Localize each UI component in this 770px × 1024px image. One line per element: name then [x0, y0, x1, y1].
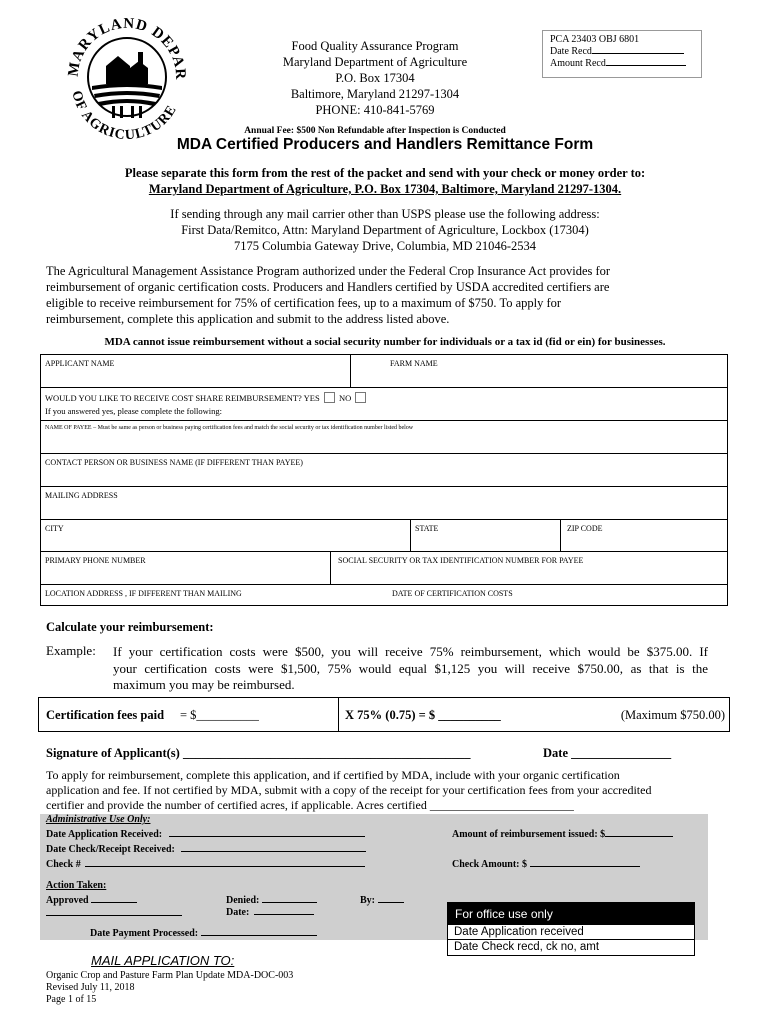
program-line: PHONE: 410-841-5769: [315, 103, 435, 117]
amount-issued-field[interactable]: [605, 836, 673, 837]
location-field[interactable]: [40, 584, 390, 606]
carrier-line: 7175 Columbia Gateway Drive, Columbia, MD 21046-2534: [233, 239, 537, 253]
contact-field[interactable]: [40, 453, 728, 486]
farm-name-label: FARM NAME: [390, 359, 438, 368]
check-amount-label: Check Amount: $: [452, 859, 528, 870]
carrier-address: [40, 206, 730, 254]
ssn-field[interactable]: [330, 551, 728, 584]
mda-logo: [64, 14, 190, 140]
amount-issued-label: Amount of reimbursement issued: $: [452, 829, 606, 840]
contact-label: CONTACT PERSON OR BUSINESS NAME (IF DIFFERENT THAN PAYEE): [45, 458, 303, 467]
svg-text:MARYLAND DEPARTMENT: MARYLAND DEPAR: [65, 15, 189, 81]
denied-date-field[interactable]: [254, 914, 314, 915]
if-yes-note: If you answered yes, please complete the following:: [45, 406, 223, 416]
page-title: MDA Certified Producers and Handlers Remittance Form: [176, 136, 594, 153]
applicant-name-field[interactable]: [40, 354, 350, 387]
cost-share-question: WOULD YOU LIKE TO RECEIVE COST SHARE REIMBURSEMENT? YES: [45, 393, 320, 403]
date-payment-label: Date Payment Processed:: [90, 928, 199, 939]
denied-label: Denied:: [226, 895, 260, 906]
application-form: [40, 354, 728, 606]
paragraph-line: eligible to receive reimbursement for 75% of certification fees, up to a maximum of $750. To apply for: [46, 296, 562, 310]
paragraph-line: reimbursement, complete this application and submit to the address listed above.: [46, 312, 450, 326]
paragraph-line: reimbursement of organic certification costs. Producers and Handlers certified by USDA accredited certifiers are: [46, 280, 610, 294]
example-line: maximum you may be reimbursed.: [113, 677, 295, 692]
date-recd-label: Date Recd: [550, 46, 592, 57]
program-line: Maryland Department of Agriculture: [282, 55, 468, 69]
fees-paid-label: Certification fees paid: [46, 708, 165, 722]
office-use-box: [447, 902, 695, 956]
x75-label: X 75% (0.75) = $ __________: [345, 708, 501, 722]
example-label: Example:: [46, 643, 96, 658]
acres-line: To apply for reimbursement, complete this application, and if certified by MDA, include with your organic certification: [46, 768, 620, 782]
office-row-1[interactable]: Date Application received: [448, 925, 694, 940]
fees-paid-eq: = $__________: [180, 708, 259, 722]
mailing-label: MAILING ADDRESS: [45, 491, 118, 500]
cert-date-field[interactable]: [390, 584, 728, 606]
applicant-name-label: APPLICANT NAME: [45, 359, 115, 368]
program-line: Baltimore, Maryland 21297-1304: [290, 87, 460, 101]
fees-paid-field[interactable]: [39, 698, 338, 731]
program-line: Food Quality Assurance Program: [291, 39, 459, 53]
admin-heading: Administrative Use Only:: [46, 814, 151, 825]
city-field[interactable]: [40, 519, 410, 551]
action-taken-label: Action Taken:: [46, 880, 107, 891]
by-field[interactable]: [378, 902, 404, 903]
footer-doc-id: Organic Crop and Pasture Farm Plan Update MDA-DOC-003: [46, 970, 294, 981]
no-label: NO: [338, 393, 352, 403]
denied-field[interactable]: [262, 902, 317, 903]
location-label: LOCATION ADDRESS , IF DIFFERENT THAN MAILING: [45, 589, 242, 598]
example-text: [113, 643, 708, 677]
office-row-2[interactable]: Date Check recd, ck no, amt: [454, 941, 600, 953]
acres-paragraph: [46, 768, 736, 813]
city-label: CITY: [45, 524, 64, 533]
date-recd-field[interactable]: [592, 53, 684, 54]
date-check-field[interactable]: [181, 851, 366, 852]
state-field[interactable]: [410, 519, 560, 551]
mail-application-heading: MAIL APPLICATION TO:: [91, 953, 235, 968]
example-line: If your certification costs were $500, you will receive 75% reimbursement, which would be $375.00. If: [113, 644, 708, 659]
approved-field[interactable]: [91, 902, 137, 903]
denied-date-label: Date:: [226, 907, 250, 918]
amount-recd-label: Amount Recd: [550, 58, 606, 69]
no-checkbox[interactable]: [355, 392, 366, 403]
state-label: STATE: [415, 524, 439, 533]
program-address: [260, 38, 490, 118]
check-amount-field[interactable]: [530, 866, 640, 867]
ssn-label: SOCIAL SECURITY OR TAX IDENTIFICATION NUMBER FOR PAYEE: [338, 556, 584, 565]
approved-line[interactable]: [46, 915, 182, 916]
cert-date-label: DATE OF CERTIFICATION COSTS: [392, 589, 513, 598]
carrier-line: If sending through any mail carrier other than USPS please use the following address:: [170, 207, 600, 221]
signature-line[interactable]: Signature of Applicant(s) ______________________________________________: [46, 746, 471, 760]
payee-field[interactable]: [40, 420, 728, 453]
example-line: your certification costs were $1,500, 75% would equal $1,125 you will receive $750.00, as that is the: [113, 661, 708, 676]
pca-code: PCA 23403 OBJ 6801: [550, 34, 640, 45]
separate-instruction: Please separate this form from the rest of the packet and send with your check or money order to:: [124, 166, 646, 180]
main-address: Maryland Department of Agriculture, P.O. Box 17304, Baltimore, Maryland 21297-1304.: [148, 182, 622, 196]
program-paragraph: [46, 263, 736, 327]
by-label: By:: [360, 895, 375, 906]
date-app-label: Date Application Received:: [46, 829, 163, 840]
paragraph-line: The Agricultural Management Assistance Program authorized under the Federal Crop Insurance Act provides for: [46, 264, 611, 278]
program-line: P.O. Box 17304: [335, 71, 415, 85]
zip-field[interactable]: [560, 519, 728, 551]
calc-table: [38, 697, 730, 732]
phone-label: PRIMARY PHONE NUMBER: [45, 556, 146, 565]
mailing-field[interactable]: [40, 486, 728, 519]
mda-seal-icon: [64, 14, 190, 140]
amount-recd-field[interactable]: [606, 65, 686, 66]
fee-note: Annual Fee: $500 Non Refundable after Inspection is Conducted: [244, 126, 506, 136]
check-num-field[interactable]: [85, 866, 365, 867]
check-num-label: Check #: [46, 859, 81, 870]
footer-page: Page 1 of 15: [46, 994, 97, 1005]
calc-heading: Calculate your reimbursement:: [46, 620, 214, 634]
office-use-header: For office use only: [448, 903, 694, 925]
svg-text:OF AGRICULTURE: OF AGRICULTURE: [68, 89, 181, 140]
phone-field[interactable]: [40, 551, 330, 584]
x75-field[interactable]: [338, 698, 729, 731]
farm-name-field[interactable]: [350, 354, 728, 387]
payee-label: NAME OF PAYEE – Must be same as person or business paying certification fees and match the social security or tax identification number listed below: [45, 425, 414, 431]
acres-line: application and fee. If not certified by MDA, submit with a copy of the receipt for your certification fees from your accredited: [46, 783, 652, 797]
maximum-note: (Maximum $750.00): [620, 708, 725, 722]
date-app-field[interactable]: [169, 836, 365, 837]
date-line[interactable]: Date ________________: [543, 746, 672, 760]
yes-checkbox[interactable]: [324, 392, 335, 403]
footer: [46, 970, 293, 1006]
cost-share-row: [40, 387, 728, 420]
date-payment-field[interactable]: [201, 935, 317, 936]
ssn-note: MDA cannot issue reimbursement without a social security number for individuals or a tax id (fid or ein) for businesses.: [104, 336, 666, 348]
acres-line[interactable]: certifier and provide the number of certified acres, if applicable. Acres certified ________________________: [46, 798, 574, 812]
carrier-line: First Data/Remitco, Attn: Maryland Department of Agriculture, Lockbox (17304): [181, 223, 589, 237]
approved-label: Approved: [46, 895, 89, 906]
pca-box: [542, 30, 702, 78]
footer-revised: Revised July 11, 2018: [46, 982, 135, 993]
zip-label: ZIP CODE: [567, 524, 603, 533]
date-check-label: Date Check/Receipt Received:: [46, 844, 175, 855]
